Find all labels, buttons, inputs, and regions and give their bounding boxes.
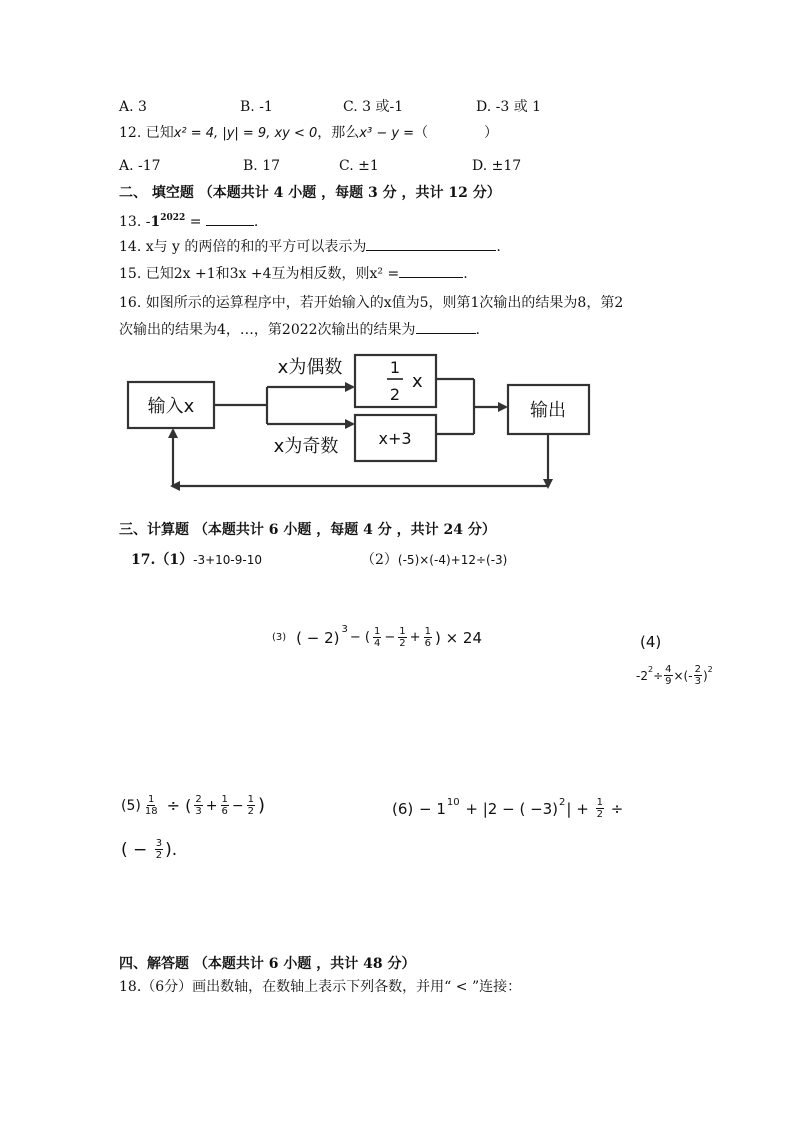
- q17-part2-label: （2）: [361, 552, 398, 568]
- q17-part4-base: -2: [636, 668, 648, 683]
- q17-part6-plus: | +: [566, 799, 594, 818]
- q16-answer-blank[interactable]: [416, 320, 476, 334]
- q13-equals: =: [185, 214, 206, 230]
- flowchart-odd-label: x为奇数: [273, 436, 339, 457]
- q17-part6-fraction1-den: 2: [596, 809, 603, 820]
- flowchart-even-label: x为偶数: [277, 357, 343, 378]
- q17-part6-label: (6): [392, 799, 414, 818]
- q12-option-b: B. 17: [243, 158, 281, 174]
- q17-part6-close: ).: [165, 839, 178, 860]
- q15-text: 15. 已知2x +1和3x +4互为相反数，则x² =: [119, 266, 400, 282]
- q12-paren: （ ）: [414, 125, 499, 141]
- q17-part4-exponent1: 2: [647, 664, 654, 674]
- q17-part3-fraction2: [398, 626, 406, 649]
- q17-label: 17.（1）: [131, 552, 194, 568]
- q17-part4-divide: ÷: [653, 668, 664, 683]
- q17-part6-exponent2: 2: [559, 796, 566, 808]
- q17-part5: (5) $\frac{1}{18}$ ÷ ( $\frac{2}{3}$ + $\frac{1}{6}$ − $\frac{1}{2}$ ): [121, 794, 266, 817]
- q17-part5-fraction3: [221, 794, 229, 817]
- q12-option-c: C. ±1: [339, 158, 379, 174]
- q17-part5-fraction3-den: 6: [221, 806, 228, 817]
- q17-part6-fraction1: [596, 797, 604, 820]
- q17-part3-fraction1-num: 1: [374, 626, 381, 637]
- section3-title: 三、计算题 （本题共计 6 小题 ，每题 4 分 ，共计 24 分）: [119, 522, 496, 538]
- q12-expression: x³ − y =: [359, 126, 415, 141]
- q12-stem: [119, 124, 498, 143]
- q17-part5-close: ): [258, 794, 266, 816]
- section4-title: 四、解答题 （本题共计 6 小题 ，共计 48 分）: [119, 956, 416, 972]
- q17-part6-fraction1-num: 1: [596, 797, 603, 808]
- q17-part4-fraction2-num: 2: [694, 664, 701, 675]
- q12-option-d: D. ±17: [472, 158, 522, 174]
- q17-part5-divide: ÷ (: [161, 795, 192, 815]
- q17-part4-fraction1: [664, 664, 672, 687]
- flowchart-input-label: 输入x: [147, 396, 195, 417]
- q17-part3-fraction3: [424, 626, 432, 649]
- q17-part5-fraction4: [247, 794, 255, 817]
- q17-part3-fraction2-den: 2: [399, 638, 406, 649]
- q17-part5-fraction1: [144, 794, 159, 817]
- flowchart: [120, 348, 600, 498]
- q11-option-d: D. -3 或 1: [476, 99, 542, 115]
- q17-part4-fraction2: [694, 664, 702, 687]
- q13-answer-blank[interactable]: [206, 212, 254, 226]
- q13-base: 1: [150, 214, 161, 230]
- q14: [119, 237, 501, 256]
- q12-mid: ，那么: [317, 125, 360, 141]
- q17-part4-close: ): [702, 668, 708, 683]
- q17-part4-fraction2-den: 3: [694, 676, 701, 687]
- q11-option-c: C. 3 或-1: [343, 99, 404, 115]
- q17-part1: [131, 551, 262, 569]
- q13-end: .: [253, 214, 259, 230]
- q17-part5-fraction3-num: 1: [221, 794, 228, 805]
- q12-option-a: A. -17: [119, 158, 161, 174]
- q15-end: .: [463, 266, 468, 282]
- q17-part5-fraction2: [194, 794, 202, 817]
- q16-line1: 16. 如图所示的运算程序中，若开始输入的x值为5，则第1次输出的结果为8，第2: [119, 295, 624, 311]
- q17-part4: [636, 664, 713, 687]
- q17-part3-exponent: 3: [341, 623, 348, 635]
- q17-part6-exponent1: 10: [446, 796, 460, 808]
- q17-part5-fraction2-num: 2: [195, 794, 202, 805]
- q17-part5-label: (5): [121, 797, 141, 814]
- q15: [119, 264, 468, 283]
- q17-part5-fraction1-den: 18: [144, 806, 158, 817]
- q17-part4-fraction1-num: 4: [665, 664, 672, 675]
- q17-part2-expr: (-5)×(-4)+12÷(-3): [397, 553, 508, 567]
- q17-part6-continued: [121, 838, 177, 861]
- flowchart-plus3-label: x+3: [378, 429, 412, 448]
- q17-part6-fraction2-num: 3: [155, 838, 163, 849]
- q17-part6-fraction2: [155, 838, 163, 861]
- q17-part5-fraction4-num: 1: [247, 794, 254, 805]
- q17-part6: [392, 797, 623, 820]
- q17-part4-times: ×(-: [673, 668, 693, 683]
- q17-part3: (3) ( − 2) 3 − ( $\frac{1}{4}$ − $\frac{1}{2}$ + $\frac{1}{6}$ ) × 24: [272, 626, 482, 649]
- q12-prefix: 12. 已知: [119, 125, 174, 141]
- q17-part4-fraction1-den: 9: [665, 676, 672, 687]
- q17-part3-fraction2-num: 1: [399, 626, 406, 637]
- q11-option-b: B. -1: [240, 99, 273, 115]
- q14-text: 14. x与 y 的两倍的和的平方可以表示为: [119, 239, 367, 255]
- q17-part3-fraction1-den: 4: [374, 638, 381, 649]
- q11-option-a: A. 3: [119, 99, 147, 115]
- section2-title: 二、 填空题 （本题共计 4 小题 ，每题 3 分 ，共计 12 分）: [119, 185, 501, 201]
- q17-part1-expr: -3+10-9-10: [193, 553, 262, 567]
- q15-answer-blank[interactable]: [399, 264, 463, 278]
- q14-end: .: [496, 239, 501, 255]
- q17-part3-fraction1: [373, 626, 381, 649]
- q12-condition: x² = 4, |y| = 9, xy < 0: [173, 126, 318, 141]
- q17-part6-abs: + |2 − ( −3): [460, 799, 559, 818]
- q18-text: 18.（6分）画出数轴，在数轴上表示下列各数，并用“ < ”连接：: [119, 979, 522, 995]
- q17-part4-label: (4): [640, 633, 662, 651]
- q13-prefix: 13. -: [119, 214, 151, 230]
- q17-part3-label: (3): [272, 631, 287, 643]
- flowchart-half-denominator: 2: [389, 385, 401, 404]
- q17-part6-term1: − 1: [414, 799, 446, 818]
- flowchart-half-numerator: 1: [389, 358, 401, 377]
- flowchart-half-variable: x: [412, 371, 423, 392]
- q16-end: .: [475, 322, 480, 338]
- q16-line2-text: 次输出的结果为4，…，第2022次输出的结果为: [119, 322, 416, 338]
- q13-exponent: 2022: [160, 213, 186, 223]
- q17-part5-fraction1-num: 1: [148, 794, 155, 805]
- q17-part3-fraction3-num: 1: [424, 626, 431, 637]
- q17-part3-fraction3-den: 6: [424, 638, 431, 649]
- q17-part2: [361, 551, 507, 569]
- q17-part3-base: ( − 2): [296, 628, 340, 647]
- q17-part3-minus: − (: [349, 629, 371, 645]
- q17-part6-fraction2-den: 2: [155, 850, 163, 861]
- q13: [119, 212, 258, 233]
- q17-part6-divide: ÷: [605, 799, 624, 818]
- q17-part5-fraction2-den: 3: [195, 806, 202, 817]
- q17-part6-open: ( −: [121, 839, 153, 860]
- q14-answer-blank[interactable]: [366, 237, 496, 251]
- q16-line2: [119, 320, 480, 339]
- q17-part5-fraction4-den: 2: [247, 806, 254, 817]
- flowchart-output-label: 输出: [530, 400, 566, 421]
- q17-part3-tail: ) × 24: [434, 628, 482, 647]
- q17-part4-exponent2: 2: [707, 664, 713, 674]
